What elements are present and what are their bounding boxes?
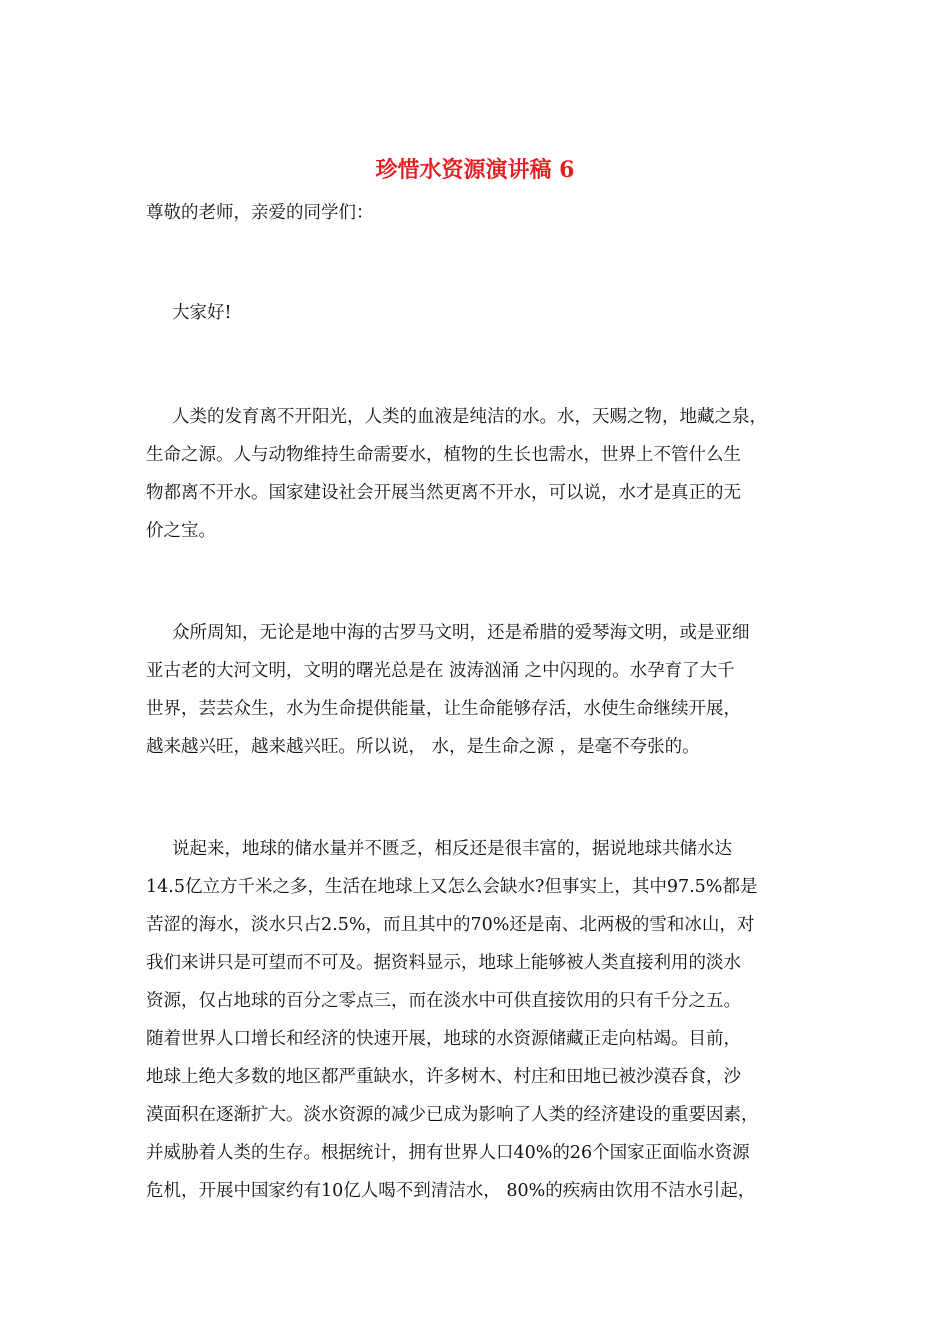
paragraph-1-line: 物都离不开水。国家建设社会开展当然更离不开水，可以说，水才是真正的无 xyxy=(146,483,741,503)
paragraph-3-line: 我们来讲只是可望而不可及。据资料显示，地球上能够被人类直接利用的淡水 xyxy=(146,953,741,973)
paragraph-1-line: 生命之源。人与动物维持生命需要水，植物的生长也需水，世界上不管什么生 xyxy=(146,445,741,465)
paragraph-2-line: 世界，芸芸众生，水为生命提供能量，让生命能够存活，水使生命继续开展， xyxy=(146,699,741,719)
paragraph-3-line: 漠面积在逐渐扩大。淡水资源的减少已成为影响了人类的经济建设的重要因素， xyxy=(146,1105,759,1125)
paragraph-3-line: 危机，开展中国家约有10亿人喝不到清洁水， 80%的疾病由饮用不洁水引起， xyxy=(146,1181,756,1201)
paragraph-1-line: 人类的发育离不开阳光，人类的血液是纯洁的水。水，天赐之物，地藏之泉， xyxy=(172,407,767,427)
document-title: 珍惜水资源演讲稿 6 xyxy=(375,157,575,183)
salutation: 尊敬的老师，亲爱的同学们： xyxy=(146,203,374,223)
paragraph-1-line: 价之宝。 xyxy=(146,521,216,541)
paragraph-3-line: 随着世界人口增长和经济的快速开展，地球的水资源储藏正走向枯竭。目前， xyxy=(146,1029,741,1049)
paragraph-3-line: 地球上绝大多数的地区都严重缺水，许多树木、村庄和田地已被沙漠吞食，沙 xyxy=(146,1067,741,1087)
paragraph-2-line: 越来越兴旺，越来越兴旺。所以说， 水，是生命之源 ，是毫不夸张的。 xyxy=(146,737,700,757)
greeting: 大家好! xyxy=(172,303,232,323)
paragraph-3-line: 说起来，地球的储水量并不匮乏，相反还是很丰富的，据说地球共储水达 xyxy=(172,839,732,859)
paragraph-3-line: 苦涩的海水，淡水只占2.5%，而且其中的70%还是南、北两极的雪和冰山，对 xyxy=(146,915,755,935)
paragraph-3-line: 资源，仅占地球的百分之零点三，而在淡水中可供直接饮用的只有千分之五。 xyxy=(146,991,741,1011)
paragraph-2-line: 亚古老的大河文明，文明的曙光总是在 波涛汹涌 之中闪现的。水孕育了大千 xyxy=(146,661,735,681)
paragraph-2-line: 众所周知，无论是地中海的古罗马文明，还是希腊的爱琴海文明，或是亚细 xyxy=(172,623,750,643)
paragraph-3-line: 并威胁着人类的生存。根据统计，拥有世界人口40%的26个国家正面临水资源 xyxy=(146,1143,750,1163)
paragraph-3-line: 14.5亿立方千米之多，生活在地球上又怎么会缺水?但事实上，其中97.5%都是 xyxy=(146,877,758,897)
